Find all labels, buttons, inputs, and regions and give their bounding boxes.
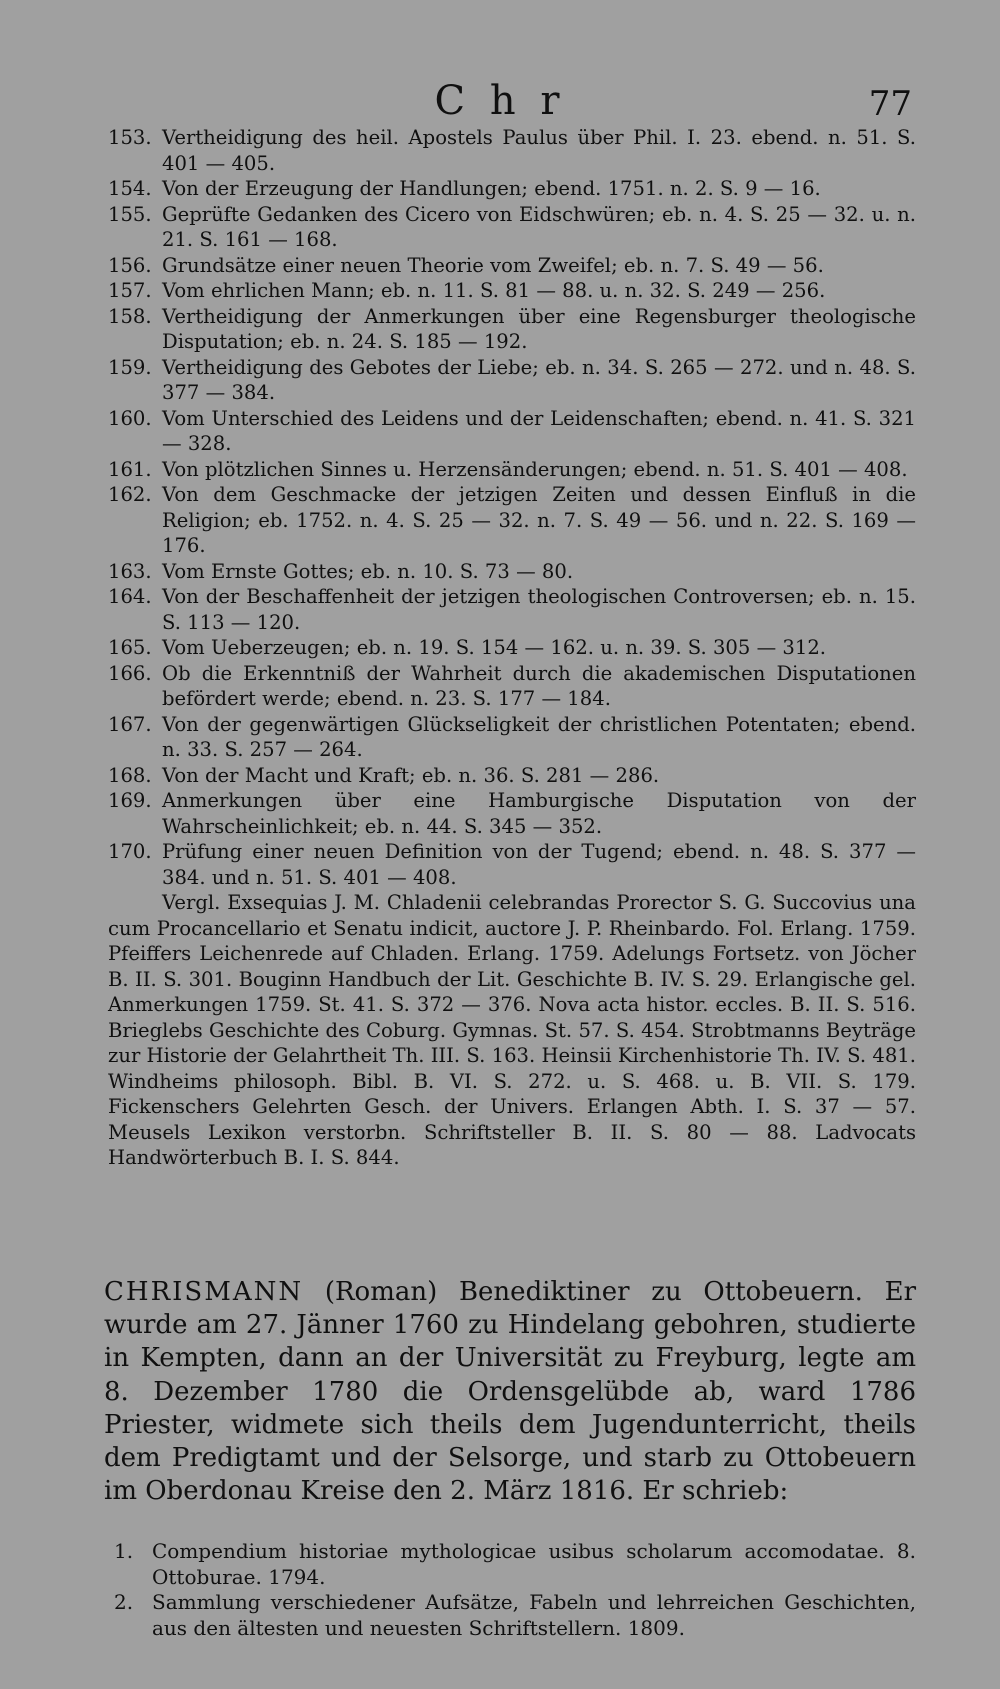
entry-number: 155. bbox=[108, 202, 152, 226]
author-name: CHRISMANN bbox=[104, 1277, 304, 1307]
entry-text: Prüfung einer neuen Definition von der Tugend; ebend. n. 48. S. 377 — 384. und n. 51. S. 401 — 408. bbox=[162, 840, 916, 889]
work-number: 1. bbox=[114, 1539, 134, 1563]
references-note: Vergl. Exsequias J. M. Chladenii celebrandas Prorector S. G. Succovius una cum Procancellario et Senatu indicit, auctore J. P. Rheinbardo. Fol. Erlang. 1759. Pfeiffers Leichenrede auf Chladen. Erlang. 1759. Adelungs Fortsetz. von Jöcher B. II. S. 301. Bouginn Handbuch der Lit. Geschichte B. IV. S. 29. Erlangische gel. Anmerkungen 1759. St. 41. S. 372 — 376. Nova acta histor. eccles. B. II. S. 516. Brieglebs Geschichte des Coburg. Gymnas. St. 57. S. 454. Strobtmanns Beyträge zur Historie der Gelahrtheit Th. III. S. 163. Heinsii Kirchenhistorie Th. IV. S. 481. Windheims philosoph. Bibl. B. VI. S. 272. u. S. 468. u. B. VII. S. 179. Fickenschers Gelehrten Gesch. der Univers. Erlangen Abth. I. S. 37 — 57. Meusels Lexikon verstorbn. Schriftsteller B. II. S. 80 — 88. Ladvocats Handwörterbuch B. I. S. 844. bbox=[108, 891, 916, 1169]
entry-number: 164. bbox=[108, 585, 152, 608]
entry-169 bbox=[108, 788, 916, 839]
entry-text: Von plötzlichen Sinnes u. Herzensänderungen; ebend. n. 51. S. 401 — 408. bbox=[162, 457, 908, 481]
entry-text: Vertheidigung des heil. Apostels Paulus über Phil. I. 23. ebend. n. 51. S. 401 — 405. bbox=[162, 126, 916, 175]
entry-text: Von dem Geschmacke der jetzigen Zeiten und dessen Einfluß in die Religion; eb. 1752. n. 4. S. 25 — 32. n. 7. S. 49 — 56. und n. 22. S. 169 — 176. bbox=[162, 483, 916, 557]
entry-number: 166. bbox=[108, 661, 152, 685]
running-head: C h r bbox=[434, 78, 566, 124]
entry-number: 165. bbox=[108, 636, 152, 659]
entry-160 bbox=[108, 406, 916, 457]
entry-text: Von der Macht und Kraft; eb. n. 36. S. 281 — 286. bbox=[162, 763, 660, 787]
entry-number: 156. bbox=[108, 253, 152, 277]
entry-number: 160. bbox=[108, 406, 152, 430]
entry-159 bbox=[108, 355, 916, 406]
entry-number: 158. bbox=[108, 304, 152, 328]
work-text: Sammlung verschiedener Aufsätze, Fabeln und lehrreichen Geschichten, aus den ältesten und neuesten Schriftstellern. 1809. bbox=[152, 1590, 916, 1640]
entry-162 bbox=[108, 482, 916, 559]
entry-text: Vom ehrlichen Mann; eb. n. 11. S. 81 — 88. u. n. 32. S. 249 — 256. bbox=[162, 279, 826, 302]
work-2 bbox=[114, 1590, 916, 1641]
entry-163 bbox=[108, 559, 916, 585]
page-header bbox=[0, 78, 1000, 130]
entry-165 bbox=[108, 635, 916, 661]
entry-164 bbox=[108, 584, 916, 635]
entry-157 bbox=[108, 278, 916, 304]
entry-number: 168. bbox=[108, 763, 152, 787]
entry-167 bbox=[108, 712, 916, 763]
bibliography-list bbox=[108, 125, 916, 1171]
entry-text: Anmerkungen über eine Hamburgische Disputation von der Wahrscheinlichkeit; eb. n. 44. S. 345 — 352. bbox=[162, 789, 916, 838]
entry-text: Von der Erzeugung der Handlungen; ebend. 1751. n. 2. S. 9 — 16. bbox=[162, 177, 821, 200]
work-1 bbox=[114, 1539, 916, 1590]
entry-text: Ob die Erkenntniß der Wahrheit durch die akademischen Disputationen befördert werde; ebend. n. 23. S. 177 — 184. bbox=[162, 661, 916, 710]
entry-text: Vom Ueberzeugen; eb. n. 19. S. 154 — 162. u. n. 39. S. 305 — 312. bbox=[162, 636, 827, 659]
entry-168 bbox=[108, 763, 916, 789]
entry-156 bbox=[108, 253, 916, 279]
entry-text: Von der Beschaffenheit der jetzigen theologischen Controversen; eb. n. 15. S. 113 — 120. bbox=[162, 585, 916, 634]
entry-number: 169. bbox=[108, 789, 152, 812]
entry-text: Geprüfte Gedanken des Cicero von Eidschwüren; eb. n. 4. S. 25 — 32. u. n. 21. S. 161 — 168. bbox=[162, 202, 916, 251]
entry-text: Vertheidigung des Gebotes der Liebe; eb. n. 34. S. 265 — 272. und n. 48. S. 377 — 384. bbox=[162, 355, 916, 404]
entry-155 bbox=[108, 202, 916, 253]
entry-number: 159. bbox=[108, 355, 152, 379]
entry-154 bbox=[108, 176, 916, 202]
entry-number: 157. bbox=[108, 279, 152, 302]
entry-161 bbox=[108, 457, 916, 483]
biography-text: (Roman) Benediktiner zu Ottobeuern. Er wurde am 27. Jänner 1760 zu Hindelang gebohren, studierte in Kempten, dann an der Universität zu Freyburg, legte am 8. Dezember 1780 die Ordensgelübde ab, ward 1786 Priester, widmete sich theils dem Jugendunterricht, theils dem Predigtamt und der Selsorge, und starb zu Ottobeuern im Oberdonau Kreise den 2. März 1816. Er schrieb: bbox=[104, 1277, 916, 1507]
entry-number: 162. bbox=[108, 483, 152, 506]
entry-text: Vom Ernste Gottes; eb. n. 10. S. 73 — 80. bbox=[162, 559, 574, 583]
entry-166 bbox=[108, 661, 916, 712]
works-list bbox=[114, 1539, 916, 1641]
entry-number: 163. bbox=[108, 559, 152, 583]
entry-number: 153. bbox=[108, 126, 152, 149]
entry-number: 170. bbox=[108, 840, 152, 863]
entry-number: 154. bbox=[108, 177, 152, 200]
work-number: 2. bbox=[114, 1590, 134, 1614]
entry-158 bbox=[108, 304, 916, 355]
entry-number: 161. bbox=[108, 457, 152, 481]
entry-text: Grundsätze einer neuen Theorie vom Zweifel; eb. n. 7. S. 49 — 56. bbox=[162, 253, 824, 277]
work-text: Compendium historiae mythologicae usibus scholarum accomodatae. 8. Ottoburae. 1794. bbox=[152, 1539, 916, 1589]
entry-153 bbox=[108, 125, 916, 176]
entry-text: Vom Unterschied des Leidens und der Leidenschaften; ebend. n. 41. S. 321 — 328. bbox=[162, 406, 916, 455]
entry-170 bbox=[108, 839, 916, 890]
entry-text: Vertheidigung der Anmerkungen über eine Regensburger theologische Disputation; eb. n. 24. S. 185 — 192. bbox=[162, 304, 916, 353]
entry-number: 167. bbox=[108, 712, 152, 736]
entry-text: Von der gegenwärtigen Glückseligkeit der christlichen Potentaten; ebend. n. 33. S. 257 — 264. bbox=[162, 712, 916, 761]
page-number: 77 bbox=[868, 84, 912, 124]
biography-paragraph bbox=[104, 1276, 916, 1508]
